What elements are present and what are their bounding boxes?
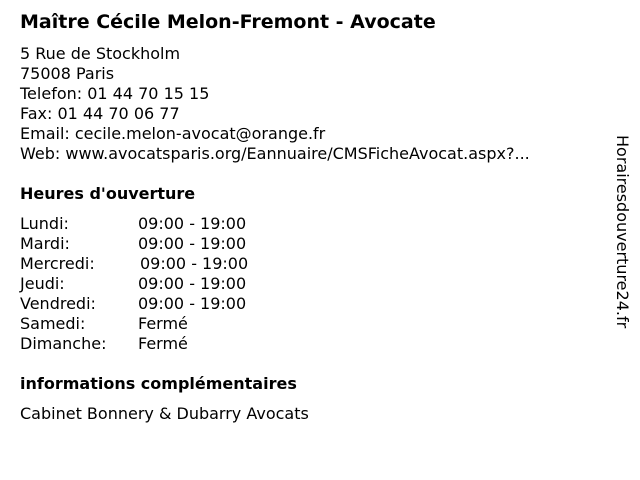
day-label: Vendredi: (20, 294, 96, 313)
additional-info-heading: informations complémentaires (20, 374, 297, 393)
day-label: Jeudi: (20, 274, 65, 293)
hours-value: Fermé (138, 314, 188, 333)
day-label: Mercredi: (20, 254, 95, 273)
hours-value: 09:00 - 19:00 (140, 254, 249, 273)
website-url: Web: www.avocatsparis.org/Eannuaire/CMSFicheAvocat.aspx?... (20, 144, 530, 163)
page-title: Maître Cécile Melon-Fremont - Avocate (20, 11, 436, 33)
city-address: 75008 Paris (20, 64, 115, 83)
hours-value: Fermé (138, 334, 188, 353)
email-address: Email: cecile.melon-avocat@orange.fr (20, 124, 326, 143)
hours-value: 09:00 - 19:00 (138, 294, 247, 313)
phone-number: Telefon: 01 44 70 15 15 (20, 84, 210, 103)
hours-value: 09:00 - 19:00 (138, 234, 247, 253)
fax-number: Fax: 01 44 70 06 77 (20, 104, 180, 123)
site-watermark: Horairesdouverture24.fr (613, 135, 632, 329)
hours-value: 09:00 - 19:00 (138, 274, 247, 293)
contact-block (20, 44, 530, 164)
opening-hours-heading: Heures d'ouverture (20, 184, 196, 203)
day-label: Mardi: (20, 234, 70, 253)
day-label: Dimanche: (20, 334, 107, 353)
hours-value: 09:00 - 19:00 (138, 214, 247, 233)
street-address: 5 Rue de Stockholm (20, 44, 181, 63)
day-label: Lundi: (20, 214, 69, 233)
day-label: Samedi: (20, 314, 86, 333)
additional-info-text: Cabinet Bonnery & Dubarry Avocats (20, 404, 309, 423)
